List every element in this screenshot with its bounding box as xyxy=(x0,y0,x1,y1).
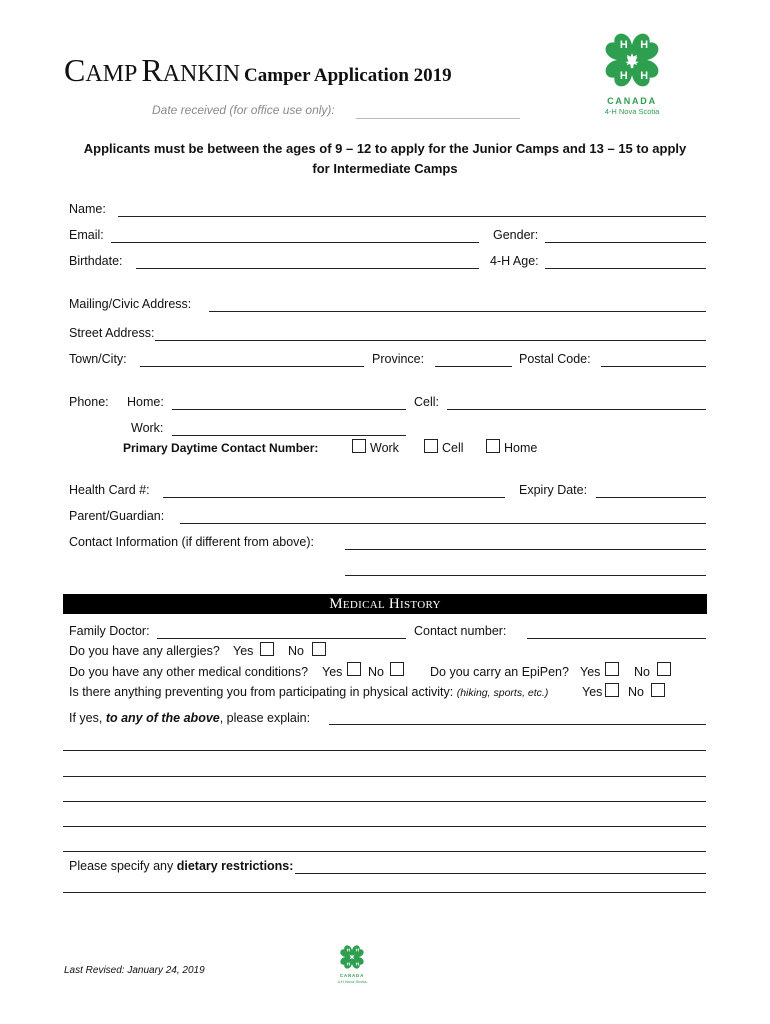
age-requirement-notice: Applicants must be between the ages of 9 – 12 to apply for the Junior Camps and 13 – 15 to apply for Intermediate Camps xyxy=(83,141,687,176)
form-title: CAMP RANKIN Camper Application 2019 xyxy=(64,52,452,88)
home-phone-label: Home: xyxy=(127,395,164,409)
epipen-no-label: No xyxy=(634,665,650,679)
footer-clover-logo-icon xyxy=(337,942,367,972)
primary-cell-label: Cell xyxy=(442,441,464,455)
activity-yes-checkbox[interactable] xyxy=(605,683,619,697)
allergies-no-checkbox[interactable] xyxy=(312,642,326,656)
svg-text:H: H xyxy=(355,948,360,954)
dietary-line-2[interactable] xyxy=(63,892,706,893)
province-field[interactable] xyxy=(435,366,512,367)
medical-history-banner: MEDICAL HISTORY xyxy=(63,594,707,614)
primary-work-label: Work xyxy=(370,441,399,455)
primary-home-label: Home xyxy=(504,441,538,455)
mailing-address-label: Mailing/Civic Address: xyxy=(69,297,192,311)
explain-line-5[interactable] xyxy=(63,826,706,827)
activity-no-label: No xyxy=(628,685,644,699)
date-received-label: Date received (for office use only): xyxy=(152,103,335,117)
parent-guardian-field[interactable] xyxy=(180,523,706,524)
allergies-yes-label: Yes xyxy=(233,644,254,658)
epipen-yes-checkbox[interactable] xyxy=(605,662,619,676)
primary-home-checkbox[interactable] xyxy=(486,439,500,453)
epipen-no-checkbox[interactable] xyxy=(657,662,671,676)
email-label: Email: xyxy=(69,228,104,242)
birthdate-label: Birthdate: xyxy=(69,254,123,268)
activity-question: Is there anything preventing you from participating in physical activity: (hiking, sports, etc.) xyxy=(69,685,549,699)
parent-guardian-label: Parent/Guardian: xyxy=(69,509,165,523)
epipen-question: Do you carry an EpiPen? xyxy=(430,665,569,679)
allergies-no-label: No xyxy=(288,644,304,658)
footer-logo-subtitle: 4-H Nova Scotia xyxy=(337,979,367,984)
svg-text:H: H xyxy=(346,948,351,954)
province-label: Province: xyxy=(372,352,425,366)
explain-line-3[interactable] xyxy=(63,776,706,777)
phone-label: Phone: xyxy=(69,395,109,409)
street-address-field[interactable] xyxy=(155,340,706,341)
conditions-no-checkbox[interactable] xyxy=(390,662,404,676)
dietary-label: Please specify any dietary restrictions: xyxy=(69,859,294,873)
logo-canada-text: CANADA xyxy=(607,96,657,106)
other-conditions-question: Do you have any other medical conditions? xyxy=(69,665,309,679)
explain-line-2[interactable] xyxy=(63,750,706,751)
conditions-yes-label: Yes xyxy=(322,665,343,679)
age-label: 4-H Age: xyxy=(490,254,539,268)
name-label: Name: xyxy=(69,202,106,216)
primary-work-checkbox[interactable] xyxy=(352,439,366,453)
activity-no-checkbox[interactable] xyxy=(651,683,665,697)
home-phone-field[interactable] xyxy=(172,409,406,410)
svg-text:H: H xyxy=(619,70,628,83)
contact-number-label: Contact number: xyxy=(414,624,507,638)
health-card-label: Health Card #: xyxy=(69,483,150,497)
conditions-no-label: No xyxy=(368,665,384,679)
mailing-address-field[interactable] xyxy=(209,311,706,312)
four-h-clover-logo-icon xyxy=(598,26,666,94)
date-received-field[interactable] xyxy=(356,118,520,119)
work-phone-field[interactable] xyxy=(172,435,406,436)
allergies-yes-checkbox[interactable] xyxy=(260,642,274,656)
expiry-date-field[interactable] xyxy=(596,497,706,498)
gender-field[interactable] xyxy=(545,242,706,243)
explain-field[interactable] xyxy=(329,724,706,725)
cell-phone-field[interactable] xyxy=(447,409,706,410)
footer-logo-canada-text: CANADA xyxy=(339,973,365,978)
family-doctor-label: Family Doctor: xyxy=(69,624,150,638)
postal-code-field[interactable] xyxy=(601,366,706,367)
family-doctor-field[interactable] xyxy=(157,638,406,639)
conditions-yes-checkbox[interactable] xyxy=(347,662,361,676)
last-revised-text: Last Revised: January 24, 2019 xyxy=(64,965,205,976)
town-label: Town/City: xyxy=(69,352,127,366)
primary-cell-checkbox[interactable] xyxy=(424,439,438,453)
expiry-date-label: Expiry Date: xyxy=(519,483,588,497)
svg-text:H: H xyxy=(640,70,649,83)
activity-yes-label: Yes xyxy=(582,685,603,699)
work-phone-label: Work: xyxy=(131,421,164,435)
cell-phone-label: Cell: xyxy=(414,395,440,409)
contact-info-label: Contact Information (if different from above): xyxy=(69,535,315,549)
epipen-yes-label: Yes xyxy=(580,665,601,679)
age-field[interactable] xyxy=(545,268,706,269)
logo-subtitle: 4-H Nova Scotia xyxy=(604,107,660,116)
email-field[interactable] xyxy=(111,242,479,243)
svg-text:H: H xyxy=(640,38,649,51)
gender-label: Gender: xyxy=(493,228,539,242)
birthdate-field[interactable] xyxy=(136,268,479,269)
explain-line-6[interactable] xyxy=(63,851,706,852)
town-field[interactable] xyxy=(140,366,364,367)
primary-contact-label: Primary Daytime Contact Number: xyxy=(123,441,319,455)
allergies-question: Do you have any allergies? xyxy=(69,644,220,658)
explain-label: If yes, to any of the above, please explain: xyxy=(69,711,311,725)
contact-info-field-1[interactable] xyxy=(345,549,706,550)
contact-info-field-2[interactable] xyxy=(345,575,706,576)
svg-text:H: H xyxy=(355,962,360,968)
street-address-label: Street Address: xyxy=(69,326,155,340)
dietary-field[interactable] xyxy=(295,873,706,874)
name-field[interactable] xyxy=(118,216,706,217)
postal-code-label: Postal Code: xyxy=(519,352,591,366)
svg-text:H: H xyxy=(346,962,351,968)
health-card-field[interactable] xyxy=(163,497,505,498)
svg-text:H: H xyxy=(619,38,628,51)
contact-number-field[interactable] xyxy=(527,638,706,639)
explain-line-4[interactable] xyxy=(63,801,706,802)
